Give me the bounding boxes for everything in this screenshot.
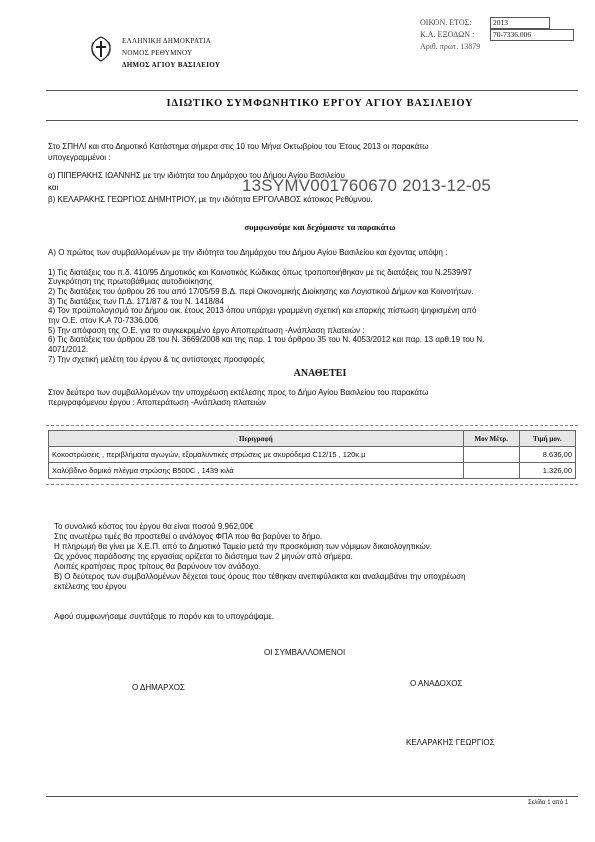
document-title: ΙΔΙΩΤΙΚΟ ΣΥΜΦΩΝΗΤΙΚΟ ΕΡΓΟΥ ΑΓΙΟΥ ΒΑΣΙΛΕΙΟΥ [166, 98, 474, 109]
closing-line: Το συνολικό κόστος του έργου θα είναι ποσού 9.962,00€ [54, 522, 254, 531]
fiscal-year-value: 2013 [490, 17, 550, 29]
consideration-line: 4071/2012. [48, 345, 89, 354]
item-unit [463, 447, 519, 463]
party-a: α) ΠΙΠΕΡΑΚΗΣ ΙΩΑΝΝΗΣ με την ιδιότητα του Δημάρχου του Δήμου Αγίου Βασιλείου [48, 171, 345, 180]
and-word: και [48, 183, 59, 192]
consideration-line: 3) Τις διατάξεις των Π.Δ. 171/87 & του Ν. 1418/84 [48, 297, 224, 306]
title-bottom-rule [46, 120, 578, 121]
items-table [48, 430, 576, 479]
table-row [49, 463, 576, 479]
closing-line: Στις ανωτέρω τιμές θα προστεθεί ο ανάλογος ΦΠΑ που θα βαρύνει το δήμο. [54, 532, 323, 541]
organization-header [122, 35, 220, 71]
signatories-heading: ΟΙ ΣΥΜΒΑΛΛΟΜΕΝΟΙ [264, 648, 346, 657]
consideration-line: 6) Τις διατάξεις του άρθρου 28 του Ν. 3669/2008 και της παρ. 1 του άρθρου 35 του Ν. 4053/2012 και παρ. 13 αρθ.19 του Ν. [48, 335, 485, 344]
assigns-heading: ΑΝΑΘΕΤΕΙ [293, 368, 347, 379]
table-bottom-dash [46, 484, 578, 485]
consideration-line: 1) Τις διατάξεις του π.δ. 410/95 Δημοτικός και Κοινοτικός Κώδικας όπως τροποποιήθηκαν με τις διατάξεις του Ν.2539/97 [48, 268, 472, 277]
org-line: ΔΗΜΟΣ ΑΓΙΟΥ ΒΑΣΙΛΕΙΟΥ [122, 61, 221, 69]
consideration-line: Συγκρότηση της πρωτοβάθμιας αυτοδιοίκησης [48, 277, 213, 286]
closing-line: εκτέλεσης του έργου [54, 582, 127, 591]
section-a: Α) Ο πρώτος των συμβαλλομένων με την ιδιότητα του Δημάρχου του Δήμου Αγίου Βασιλείου και έχοντας υπόψη : [48, 248, 448, 257]
title-top-rule [46, 90, 578, 91]
closing-line: Β) Ο δεύτερος των συμβαλλομένων δέχεται τους όρους που τέθηκαν ανεπιφύλακτα και αναλαμβάνει την υποχρέωση [54, 572, 466, 581]
closing-line: Η πληρωμή θα γίνει με Χ.Ε.Π. από το Δημοτικό Ταμείο μετά την προσκόμιση των νόμιμων δικαιολογητικών. [54, 542, 432, 551]
header-unit-price: Τιμή μον. [519, 431, 575, 447]
table-header-row [49, 431, 576, 447]
item-price: 8.636,00 [519, 447, 575, 463]
expense-code-label: Κ.Α. ΕΞΟΔΩΝ : [420, 30, 475, 39]
header-description: Περιγραφή [49, 431, 464, 447]
party-b: β) ΚΕΛΑΡΑΚΗΣ ΓΕΩΡΓΙΟΣ ΔΗΜΗΤΡΙΟΥ, με την ιδιότητα ΕΡΓΟΛΑΒΟΣ κάτοικος Ρεθύμνου. [48, 195, 373, 204]
consideration-line: 2) Τις διατάξεις του άρθρου 26 του από 17/05/59 Β.Δ. περί Οικονομικής Διοίκησης και Λογιστικού Δήμων και Κοινοτήτων. [48, 287, 474, 296]
consideration-line: την Ο.Ε. στον Κ.Α 70-7336.006 [48, 316, 159, 325]
protocol-number: Αριθ. πρωτ. 13879 [420, 42, 481, 51]
org-line: ΝΟΜΟΣ ΡΕΘΥΜΝΟΥ [122, 49, 193, 57]
item-unit [463, 463, 519, 479]
table-top-dash [46, 425, 578, 426]
signatory-mayor: Ο ΔΗΜΑΡΧΟΣ [132, 683, 185, 692]
item-description: Χαλύβδινο δομικό πλέγμα στρώσης B500C , 1439 κιλά [49, 463, 464, 479]
assign-line: περιγραφόμενου έργου : Αποπεράτωση -Ανάπλαση πλατειών [48, 398, 266, 407]
item-description: Κοκοστρώσεις , περιβλήματα αγωγών, εξομαλυντικές στρώσεις με σκυρόδεμα C12/15 , 120κ.μ [49, 447, 464, 463]
signatory-contractor: Ο ΑΝΑΔΟΧΟΣ [410, 679, 463, 688]
header-unit: Μον Μέτρ. [463, 431, 519, 447]
intro-line: Στο ΣΠΗΛΙ και στο Δημοτικό Κατάστημα σήμερα στις 10 του Μήνα Οκτωβρίου του Έτους 2013 οι παρακάτω [48, 142, 429, 151]
coat-of-arms-icon [90, 36, 112, 62]
closing-line: Ως χρόνος παράδοσης της εργασίας ορίζεται το διάστημα των 2 μηνών από σήμερα. [54, 552, 353, 561]
page-number: Σελίδα 1 από 1 [528, 800, 569, 806]
intro-line: υπογεγραμμένοι : [48, 153, 111, 162]
consideration-line: 7) Την σχετική μελέτη του έργου & τις αντίστοιχες προσφορές [48, 355, 265, 364]
table-row [49, 447, 576, 463]
registry-watermark: 13SYMV001760670 2013-12-05 [242, 176, 492, 195]
consideration-line: 4) Τον προϋπολογισμό του Δήμου οικ. έτους 2013 όπου υπάρχει γραμμένη σχετική και επαρκής πίστωση ψηφισμένη από [48, 306, 477, 315]
assign-line: Στον δεύτερο των συμβαλλομένων την υποχρέωση εκτέλεσης προς το Δήμο Αγίου Βασιλείου του παρακάτω [48, 388, 429, 397]
signing-statement: Αφού συμφωνήσαμε συντάξαμε το παρόν και το υπογράψαμε. [54, 612, 275, 621]
closing-line: Λοιπές κρατήσεις προς τρίτους θα βαρύνουν τον ανάδοχο. [54, 562, 261, 571]
consideration-line: 5) Την απόφαση της Ο.Ε. για το συγκεκριμένο έργο Αποπεράτωση -Ανάπλαση πλατειών : [48, 326, 365, 335]
expense-code-value: 70-7336.006 [490, 29, 574, 41]
contractor-name: ΚΕΛΑΡΑΚΗΣ ΓΕΩΡΓΙΟΣ [406, 738, 495, 747]
org-line: ΕΛΛΗΝΙΚΗ ΔΗΜΟΚΡΑΤΙΑ [122, 37, 212, 45]
item-price: 1.326,00 [519, 463, 575, 479]
agree-heading: συμφωνούμε και δεχόμαστε τα παρακάτω [244, 222, 396, 232]
fiscal-year-label: ΟΙΚΟΝ. ΕΤΟΣ: [420, 18, 472, 27]
footer-rule [46, 796, 578, 797]
